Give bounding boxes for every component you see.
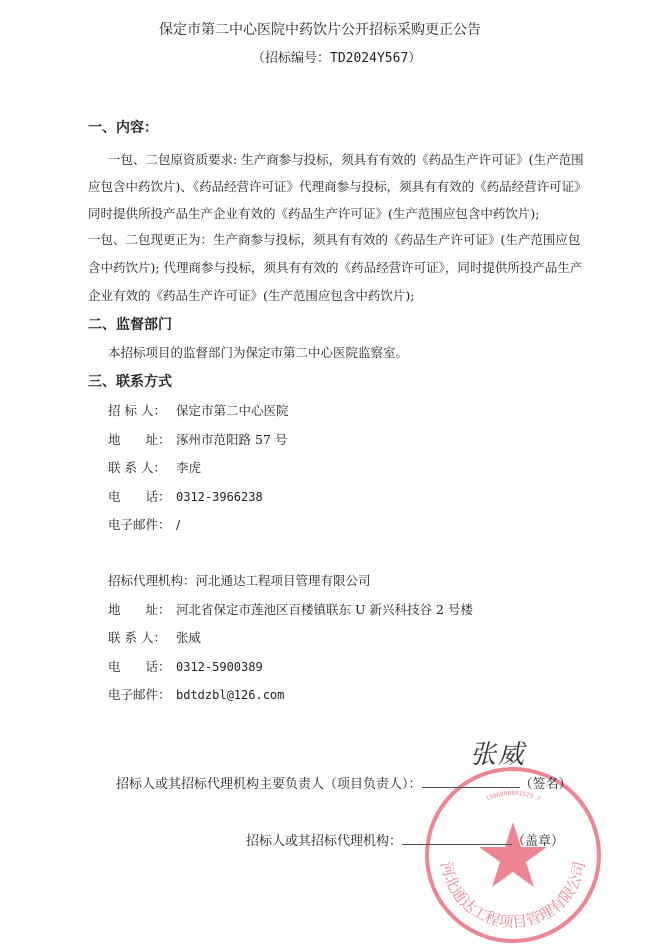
- seal-code: 1306008891529 7: [484, 790, 542, 803]
- field-label: 联 系 人：: [108, 460, 166, 475]
- agency-email-row: [108, 687, 284, 703]
- field-value: 李虎: [176, 460, 202, 475]
- field-label: 招标人或其招标代理机构主要负责人（项目负责人）：: [116, 777, 422, 792]
- field-label: 电子邮件：: [108, 517, 171, 532]
- field-label: 招标代理机构：: [108, 573, 196, 588]
- agency-contact-row: [108, 630, 201, 646]
- field-label: 联 系 人：: [108, 630, 166, 645]
- field-label: 地 址：: [108, 432, 171, 447]
- field-label: 电 话：: [108, 489, 171, 504]
- content-line: 含中药饮片); 代理商参与投标，须具有有效的《药品经营许可证》，同时提供所投产品生产: [88, 260, 583, 275]
- field-label: 电子邮件：: [108, 687, 171, 702]
- organization-seal-row: [246, 832, 564, 850]
- field-value: 河北通达工程项目管理有限公司: [195, 573, 371, 588]
- field-value: 张威: [176, 630, 202, 645]
- field-label: 地 址：: [108, 602, 171, 617]
- tenderer-contact-row: [108, 460, 201, 476]
- seal-text: 河北通达工程项目管理有限公司: [437, 859, 589, 932]
- document-title: 保定市第二中心医院中药饮片公开招标采购更正公告: [159, 22, 481, 38]
- field-suffix: （签名）: [519, 777, 572, 792]
- project-number: （招标编号：TD2024Y567）: [252, 51, 422, 66]
- content-line: 企业有效的《药品生产许可证》(生产范围应包含中药饮片);: [88, 288, 415, 303]
- tenderer-name-row: [108, 403, 289, 419]
- handwritten-signature: 张威: [470, 740, 527, 770]
- field-label: 招 标 人：: [108, 403, 166, 418]
- agency-name-row: [108, 573, 371, 589]
- field-value: 河北省保定市莲池区百楼镇联东 U 新兴科技谷 2 号楼: [176, 602, 473, 617]
- signature-line: [422, 775, 520, 788]
- section-heading-supervision: 二、监督部门: [88, 317, 172, 333]
- agency-address-row: [108, 602, 473, 618]
- tenderer-address-row: [108, 432, 287, 448]
- content-line: 同时提供所投产品生产企业有效的《药品生产许可证》(生产范围应包含中药饮片);: [88, 206, 540, 221]
- field-label: 招标人或其招标代理机构：: [246, 834, 403, 849]
- field-value: 涿州市范阳路 57 号: [176, 432, 288, 447]
- section-heading-content: 一、内容：: [88, 120, 158, 136]
- supervision-text: 本招标项目的监督部门为保定市第二中心医院监察室。: [108, 345, 409, 360]
- seal-line: [402, 832, 512, 845]
- content-line: 应包含中药饮片)、《药品经营许可证》代理商参与投标，须具有有效的《药品经营许可证》: [88, 179, 587, 194]
- agency-phone-row: [108, 659, 263, 675]
- field-value: /: [176, 517, 181, 532]
- section-heading-contact: 三、联系方式: [88, 374, 172, 390]
- tenderer-email-row: [108, 517, 180, 533]
- field-value: 0312-5900389: [176, 660, 263, 674]
- field-label: 电 话：: [108, 659, 171, 674]
- field-value: bdtdzbl@126.com: [176, 688, 285, 702]
- field-suffix: （盖章）: [512, 834, 565, 849]
- field-value: 0312-3966238: [176, 490, 263, 504]
- content-line: 一包、二包现更正为：生产商参与投标，须具有有效的《药品生产许可证》(生产范围应包: [88, 232, 581, 247]
- content-line: 一包、二包原资质要求: 生产商参与投标，须具有有效的《药品生产许可证》(生产范围: [108, 152, 584, 167]
- responsible-person-row: [116, 775, 572, 793]
- field-value: 保定市第二中心医院: [176, 403, 289, 418]
- tenderer-phone-row: [108, 489, 263, 505]
